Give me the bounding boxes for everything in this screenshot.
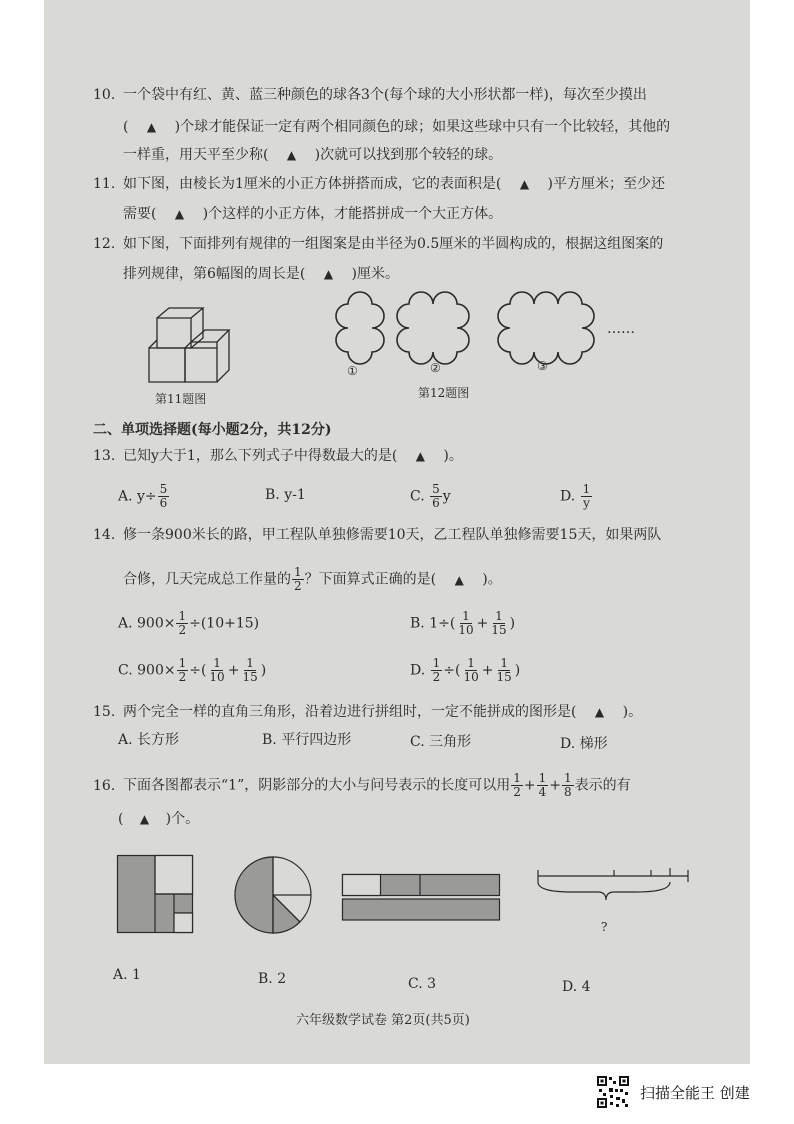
expr-text: +: [227, 662, 240, 679]
q12-text2b: )厘米。: [351, 266, 399, 282]
q14-text1: 修一条900米长的路，甲工程队单独修需要10天，乙工程队单独修需要15天，如果两队: [123, 527, 662, 543]
q15-stem: [93, 703, 642, 721]
fraction: [489, 610, 508, 637]
q14-line1: [93, 526, 661, 544]
expr-text: ÷(10+15): [189, 615, 260, 632]
numerator: 1: [213, 656, 221, 670]
q14-number: 14.: [93, 527, 116, 543]
answer-triangle-icon: ▲: [594, 705, 605, 719]
fig12-label-1: ①: [347, 364, 358, 378]
q13-stem-a: 已知y大于1，那么下列式子中得数最大的是(: [123, 448, 398, 464]
denominator: 2: [178, 670, 187, 684]
answer-triangle-icon: ▲: [454, 572, 464, 587]
expr-text: +: [481, 662, 494, 679]
denominator: 10: [209, 670, 225, 684]
plus-sign: +: [549, 777, 561, 794]
fraction: [456, 610, 475, 637]
expr-text: ÷(: [189, 662, 207, 679]
denominator: 4: [538, 785, 547, 799]
denominator: 15: [242, 670, 258, 684]
fraction: [461, 657, 480, 684]
q12-text1: 如下图，下面排列有规律的一组图案是由半径为0.5厘米的半圆构成的，根据这组图案的: [123, 236, 664, 252]
denominator: 10: [463, 670, 479, 684]
q10-line1: [93, 86, 647, 104]
q14-option-c: [118, 657, 266, 684]
q16-paren-open: (: [118, 811, 124, 827]
q14-text2b: ？下面算式正确的是(: [304, 571, 437, 588]
q10-line3: [123, 146, 502, 164]
numerator: 1: [582, 482, 591, 496]
answer-triangle-icon: ▲: [146, 120, 157, 134]
option-label: C.: [410, 488, 425, 505]
q15-option-d: D. 梯形: [560, 736, 608, 752]
q16-option-d: D. 4: [562, 979, 591, 995]
option-label: A.: [118, 488, 133, 505]
q14-option-d: [410, 657, 520, 684]
denominator: 15: [496, 670, 512, 684]
q11-text2b: )个这样的小正方体，才能搭拼成一个大正方体。: [202, 206, 503, 222]
numerator: 1: [563, 771, 572, 785]
qr-code-icon: [596, 1075, 630, 1109]
denominator: 6: [159, 496, 168, 510]
q16-option-b: B. 2: [258, 971, 287, 987]
denominator: y: [583, 496, 590, 510]
q16-option-a: A. 1: [113, 967, 141, 983]
option-label: A.: [118, 615, 133, 632]
numerator: 1: [513, 771, 521, 785]
q14-option-a: [118, 610, 259, 637]
answer-triangle-icon: ▲: [519, 177, 530, 191]
numerator: 1: [495, 609, 503, 623]
q12-line1: [93, 235, 663, 253]
numerator: 1: [432, 656, 441, 670]
q16-option-c: C. 3: [408, 976, 437, 992]
q16-number: 16.: [93, 777, 116, 794]
q10-paren-open: (: [123, 119, 129, 135]
denominator: 8: [563, 785, 572, 799]
q13-option-d: [560, 483, 593, 510]
scanner-watermark: 扫描全能王 创建: [640, 1084, 750, 1102]
denominator: 2: [178, 623, 187, 637]
fig12-label-3: ③: [537, 359, 548, 373]
q10-text3b: )次就可以找到那个较轻的球。: [314, 147, 503, 163]
q16-figure-b-circle: [233, 855, 313, 935]
q13-number: 13.: [93, 448, 116, 464]
fig12-label-2: ②: [430, 361, 441, 375]
fig12-pattern-diagram: [325, 300, 645, 360]
q10-text2: )个球才能保证一定有两个相同颜色的球；如果这些球中只有一个比较轻，其他的: [174, 119, 671, 135]
answer-triangle-icon: ▲: [415, 449, 425, 463]
q11-text1b: )平方厘米；至少还: [547, 176, 665, 192]
fraction: [431, 657, 443, 684]
fraction: [537, 772, 549, 799]
q13-option-c: [410, 483, 451, 510]
fraction: [495, 657, 514, 684]
expr-text: 900×: [137, 615, 176, 632]
q11-text1a: 如下图，由棱长为1厘米的小正方体拼搭而成，它的表面积是(: [123, 176, 502, 192]
q15-option-c: C. 三角形: [410, 734, 472, 750]
fig12-ellipsis: ……: [607, 321, 635, 337]
q14-text2c: )。: [482, 571, 502, 588]
q13-c-var: y: [442, 488, 451, 505]
q10-text3a: 一样重，用天平至少称(: [123, 147, 269, 163]
denominator: 2: [294, 579, 302, 593]
fraction: [158, 483, 170, 510]
q10-text1: 一个袋中有红、黄、蓝三种颜色的球各3个(每个球的大小形状都一样)，每次至少摸出: [123, 87, 647, 103]
q13-stem: [93, 447, 463, 465]
q13-option-b: B. y-1: [265, 487, 306, 503]
fraction: [176, 610, 188, 637]
fraction: [292, 566, 304, 593]
fig12-caption: 第12题图: [418, 386, 470, 400]
fraction: [430, 483, 442, 510]
denominator: 2: [513, 785, 521, 799]
numerator: 1: [462, 609, 470, 623]
q16-text1b: 表示的有: [574, 777, 631, 794]
expr-text: ): [260, 662, 267, 679]
q15-stem-a: 两个完全一样的直角三角形，沿着边进行拼组时，一定不能拼成的图形是(: [123, 704, 577, 720]
expr-text: 1÷(: [429, 615, 456, 632]
q16-line2: [118, 810, 199, 828]
denominator: 15: [491, 623, 507, 637]
option-label: D.: [410, 662, 426, 679]
q16-text2b: )个。: [165, 811, 200, 827]
q11-line2: [123, 205, 502, 223]
q15-number: 15.: [93, 704, 116, 720]
numerator: 1: [467, 656, 475, 670]
q14-line2: [123, 566, 502, 593]
fraction: [207, 657, 226, 684]
numerator: 1: [500, 656, 508, 670]
fig11-cubes-diagram: [145, 300, 235, 388]
q16-line1: [93, 772, 631, 799]
q16-figure-c-bars: [342, 874, 500, 922]
q15-option-b: B. 平行四边形: [262, 732, 352, 748]
numerator: 5: [432, 482, 440, 496]
q15-stem-b: )。: [622, 704, 643, 720]
q16-figure-d-brace: [536, 864, 692, 924]
q12-line2: [123, 265, 399, 283]
numerator: 1: [538, 771, 547, 785]
expr-text: ): [514, 662, 521, 679]
answer-triangle-icon: ▲: [286, 148, 297, 162]
expr-text: +: [476, 615, 489, 632]
q10-line2: [123, 118, 670, 136]
plus-sign: +: [523, 777, 536, 794]
expr-text: ÷(: [443, 662, 461, 679]
q12-number: 12.: [93, 236, 116, 252]
numerator: 1: [178, 656, 187, 670]
numerator: 5: [159, 482, 168, 496]
fig11-caption: 第11题图: [155, 392, 207, 406]
numerator: 1: [178, 609, 187, 623]
q14-text2a: 合修，几天完成总工作量的: [123, 571, 291, 588]
expr-text: ): [509, 615, 516, 632]
q10-number: 10.: [93, 87, 116, 103]
q12-text2a: 排列规律，第6幅图的周长是(: [123, 266, 306, 282]
option-label: B.: [410, 615, 425, 632]
option-label: D.: [560, 488, 576, 505]
q11-line1: [93, 175, 665, 193]
expr-text: 900×: [137, 662, 176, 679]
fraction: [177, 657, 189, 684]
denominator: 10: [458, 623, 474, 637]
fraction: [581, 483, 593, 510]
answer-triangle-icon: ▲: [174, 207, 185, 221]
numerator: 1: [294, 565, 302, 579]
q16-text1a: 下面各图都表示“1”，阴影部分的大小与问号表示的长度可以用: [123, 777, 511, 794]
fraction: [562, 772, 574, 799]
fraction: [240, 657, 259, 684]
q11-text2a: 需要(: [123, 206, 157, 222]
fraction: [511, 772, 523, 799]
section2-heading: 二、单项选择题(每小题2分，共12分): [93, 422, 332, 438]
numerator: 1: [246, 656, 254, 670]
q14-option-b: [410, 610, 515, 637]
q13-stem-b: )。: [443, 448, 463, 464]
q13-option-a: [118, 483, 170, 510]
q16-question-mark: ?: [601, 920, 608, 934]
answer-triangle-icon: ▲: [139, 812, 150, 826]
option-label: C.: [118, 662, 133, 679]
answer-triangle-icon: ▲: [323, 267, 334, 281]
denominator: 2: [432, 670, 441, 684]
denominator: 6: [432, 496, 440, 510]
q11-number: 11.: [93, 176, 116, 192]
q15-option-a: A. 长方形: [118, 732, 180, 748]
q13-a-expr: y÷: [137, 488, 157, 505]
q16-figure-a-square: [117, 855, 193, 933]
page-footer: 六年级数学试卷 第2页(共5页): [296, 1013, 470, 1028]
